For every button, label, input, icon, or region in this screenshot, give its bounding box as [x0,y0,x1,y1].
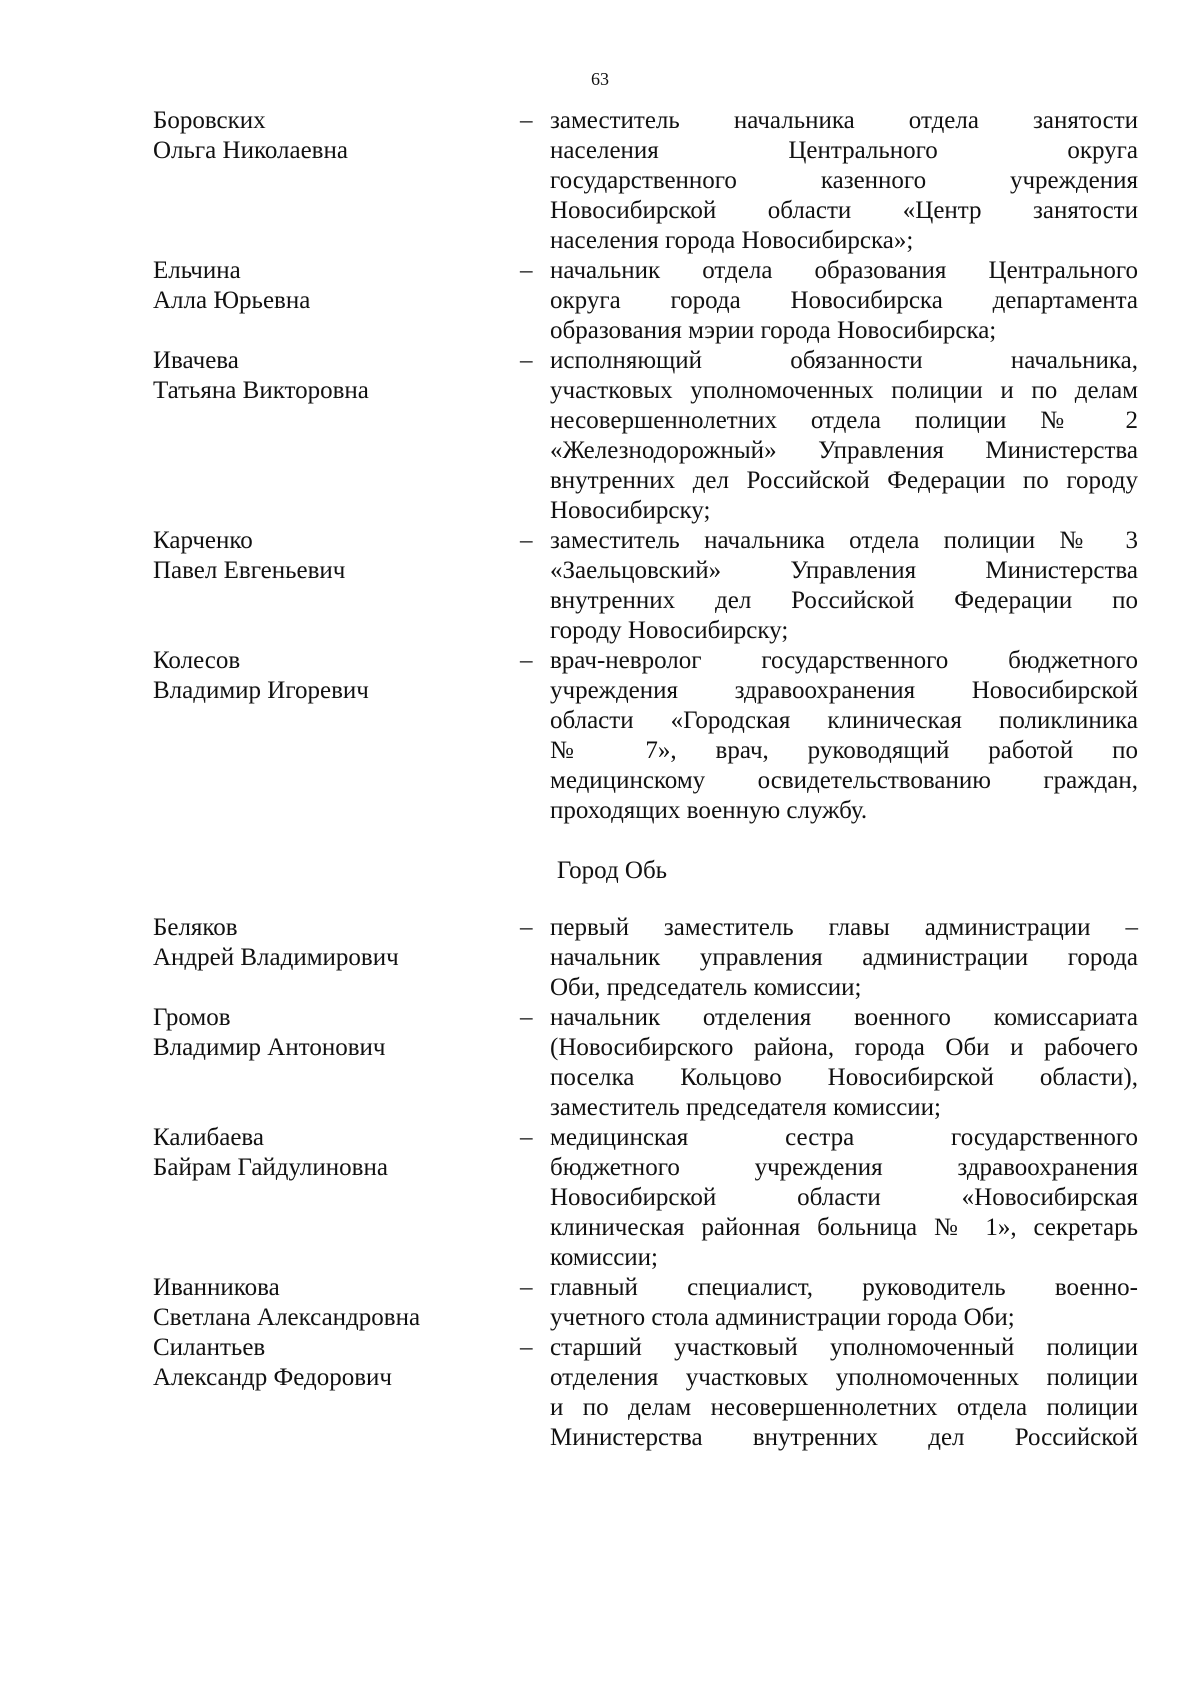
role-line: «Заельцовский» Управления Министерства [550,557,1138,584]
role-line: и по делам несовершеннолетних отдела полиции [550,1394,1138,1421]
role-line: проходящих военную службу. [550,797,868,824]
dash-separator: – [520,107,533,134]
member-surname: Ельчина [153,257,241,284]
member-entry [0,1003,1200,1123]
member-surname: Силантьев [153,1334,266,1361]
role-line: заместитель начальника отдела занятости [550,107,1138,134]
member-role [550,1123,1138,1273]
role-line: участковых уполномоченных полиции и по делам [550,377,1138,404]
member-role [550,1333,1138,1453]
member-given-name: Александр Федорович [153,1364,392,1391]
dash-separator: – [520,257,533,284]
committee-list-central [0,106,1200,826]
member-name [0,526,518,646]
dash-separator: – [520,1124,533,1151]
member-name [0,1003,518,1123]
member-given-name: Владимир Антонович [153,1034,386,1061]
member-given-name: Алла Юрьевна [153,287,311,314]
member-name [0,1333,518,1453]
committee-list-ob [0,913,1200,1453]
member-entry [0,256,1200,346]
member-name [0,646,518,826]
member-surname: Карченко [153,527,253,554]
member-role [550,913,1138,1003]
role-line: начальник отделения военного комиссариата [550,1004,1138,1031]
page-number: 63 [591,69,609,89]
member-surname: Беляков [153,914,238,941]
role-line: медицинскому освидетельствованию граждан, [550,767,1138,794]
member-name [0,913,518,1003]
member-role [550,526,1138,646]
role-line: Министерства внутренних дел Российской [550,1424,1138,1451]
city-heading: Город Обь [556,857,668,884]
role-line: поселка Кольцово Новосибирской области), [550,1064,1138,1091]
member-entry [0,346,1200,526]
role-line: начальник управления администрации города [550,944,1138,971]
member-surname: Колесов [153,647,241,674]
member-name [0,1273,518,1333]
member-entry [0,106,1200,256]
member-given-name: Ольга Николаевна [153,137,348,164]
role-line: населения города Новосибирска»; [550,227,914,254]
role-line: первый заместитель главы администрации – [550,914,1138,941]
role-line: старший участковый уполномоченный полиции [550,1334,1138,1361]
dash-separator: – [520,347,533,374]
role-line: заместитель председателя комиссии; [550,1094,942,1121]
member-surname: Ивачева [153,347,239,374]
member-role [550,1273,1138,1333]
role-line: учетного стола администрации города Оби; [550,1304,1015,1331]
member-surname: Громов [153,1004,231,1031]
role-line: несовершеннолетних отдела полиции № 2 [550,407,1138,434]
role-line: городу Новосибирску; [550,617,789,644]
member-entry [0,1123,1200,1273]
member-name [0,106,518,256]
role-line: (Новосибирского района, города Оби и рабочего [550,1034,1138,1061]
role-line: исполняющий обязанности начальника, [550,347,1138,374]
member-name [0,1123,518,1273]
member-role [550,256,1138,346]
member-role [550,106,1138,256]
member-given-name: Татьяна Викторовна [153,377,369,404]
role-line: главный специалист, руководитель военно- [550,1274,1138,1301]
dash-separator: – [520,647,533,674]
role-line: № 7», врач, руководящий работой по [550,737,1138,764]
role-line: населения Центрального округа [550,137,1138,164]
role-line: Оби, председатель комиссии; [550,974,862,1001]
role-line: образования мэрии города Новосибирска; [550,317,997,344]
role-line: Новосибирской области «Центр занятости [550,197,1138,224]
role-line: комиссии; [550,1244,658,1271]
role-line: внутренних дел Российской Федерации по городу [550,467,1138,494]
role-line: Новосибирской области «Новосибирская [550,1184,1138,1211]
dash-separator: – [520,1334,533,1361]
member-entry [0,1333,1200,1453]
role-line: медицинская сестра государственного [550,1124,1138,1151]
role-line: клиническая районная больница № 1», секретарь [550,1214,1138,1241]
role-line: Новосибирску; [550,497,711,524]
dash-separator: – [520,527,533,554]
member-entry [0,526,1200,646]
member-name [0,256,518,346]
member-entry [0,646,1200,826]
dash-separator: – [520,914,533,941]
role-line: врач-невролог государственного бюджетного [550,647,1138,674]
member-role [550,1003,1138,1123]
member-surname: Иванникова [153,1274,280,1301]
role-line: области «Городская клиническая поликлиника [550,707,1138,734]
member-surname: Калибаева [153,1124,264,1151]
member-given-name: Светлана Александровна [153,1304,421,1331]
role-line: «Железнодорожный» Управления Министерства [550,437,1138,464]
member-role [550,346,1138,526]
member-name [0,346,518,526]
member-given-name: Павел Евгеньевич [153,557,346,584]
role-line: внутренних дел Российской Федерации по [550,587,1138,614]
dash-separator: – [520,1274,533,1301]
role-line: округа города Новосибирска департамента [550,287,1138,314]
member-role [550,646,1138,826]
role-line: бюджетного учреждения здравоохранения [550,1154,1138,1181]
member-given-name: Андрей Владимирович [153,944,399,971]
member-given-name: Байрам Гайдулиновна [153,1154,388,1181]
role-line: государственного казенного учреждения [550,167,1138,194]
role-line: начальник отдела образования Центрального [550,257,1138,284]
dash-separator: – [520,1004,533,1031]
role-line: учреждения здравоохранения Новосибирской [550,677,1138,704]
member-entry [0,913,1200,1003]
member-entry [0,1273,1200,1333]
role-line: заместитель начальника отдела полиции № 3 [550,527,1138,554]
member-given-name: Владимир Игоревич [153,677,369,704]
role-line: отделения участковых уполномоченных полиции [550,1364,1138,1391]
member-surname: Боровских [153,107,266,134]
